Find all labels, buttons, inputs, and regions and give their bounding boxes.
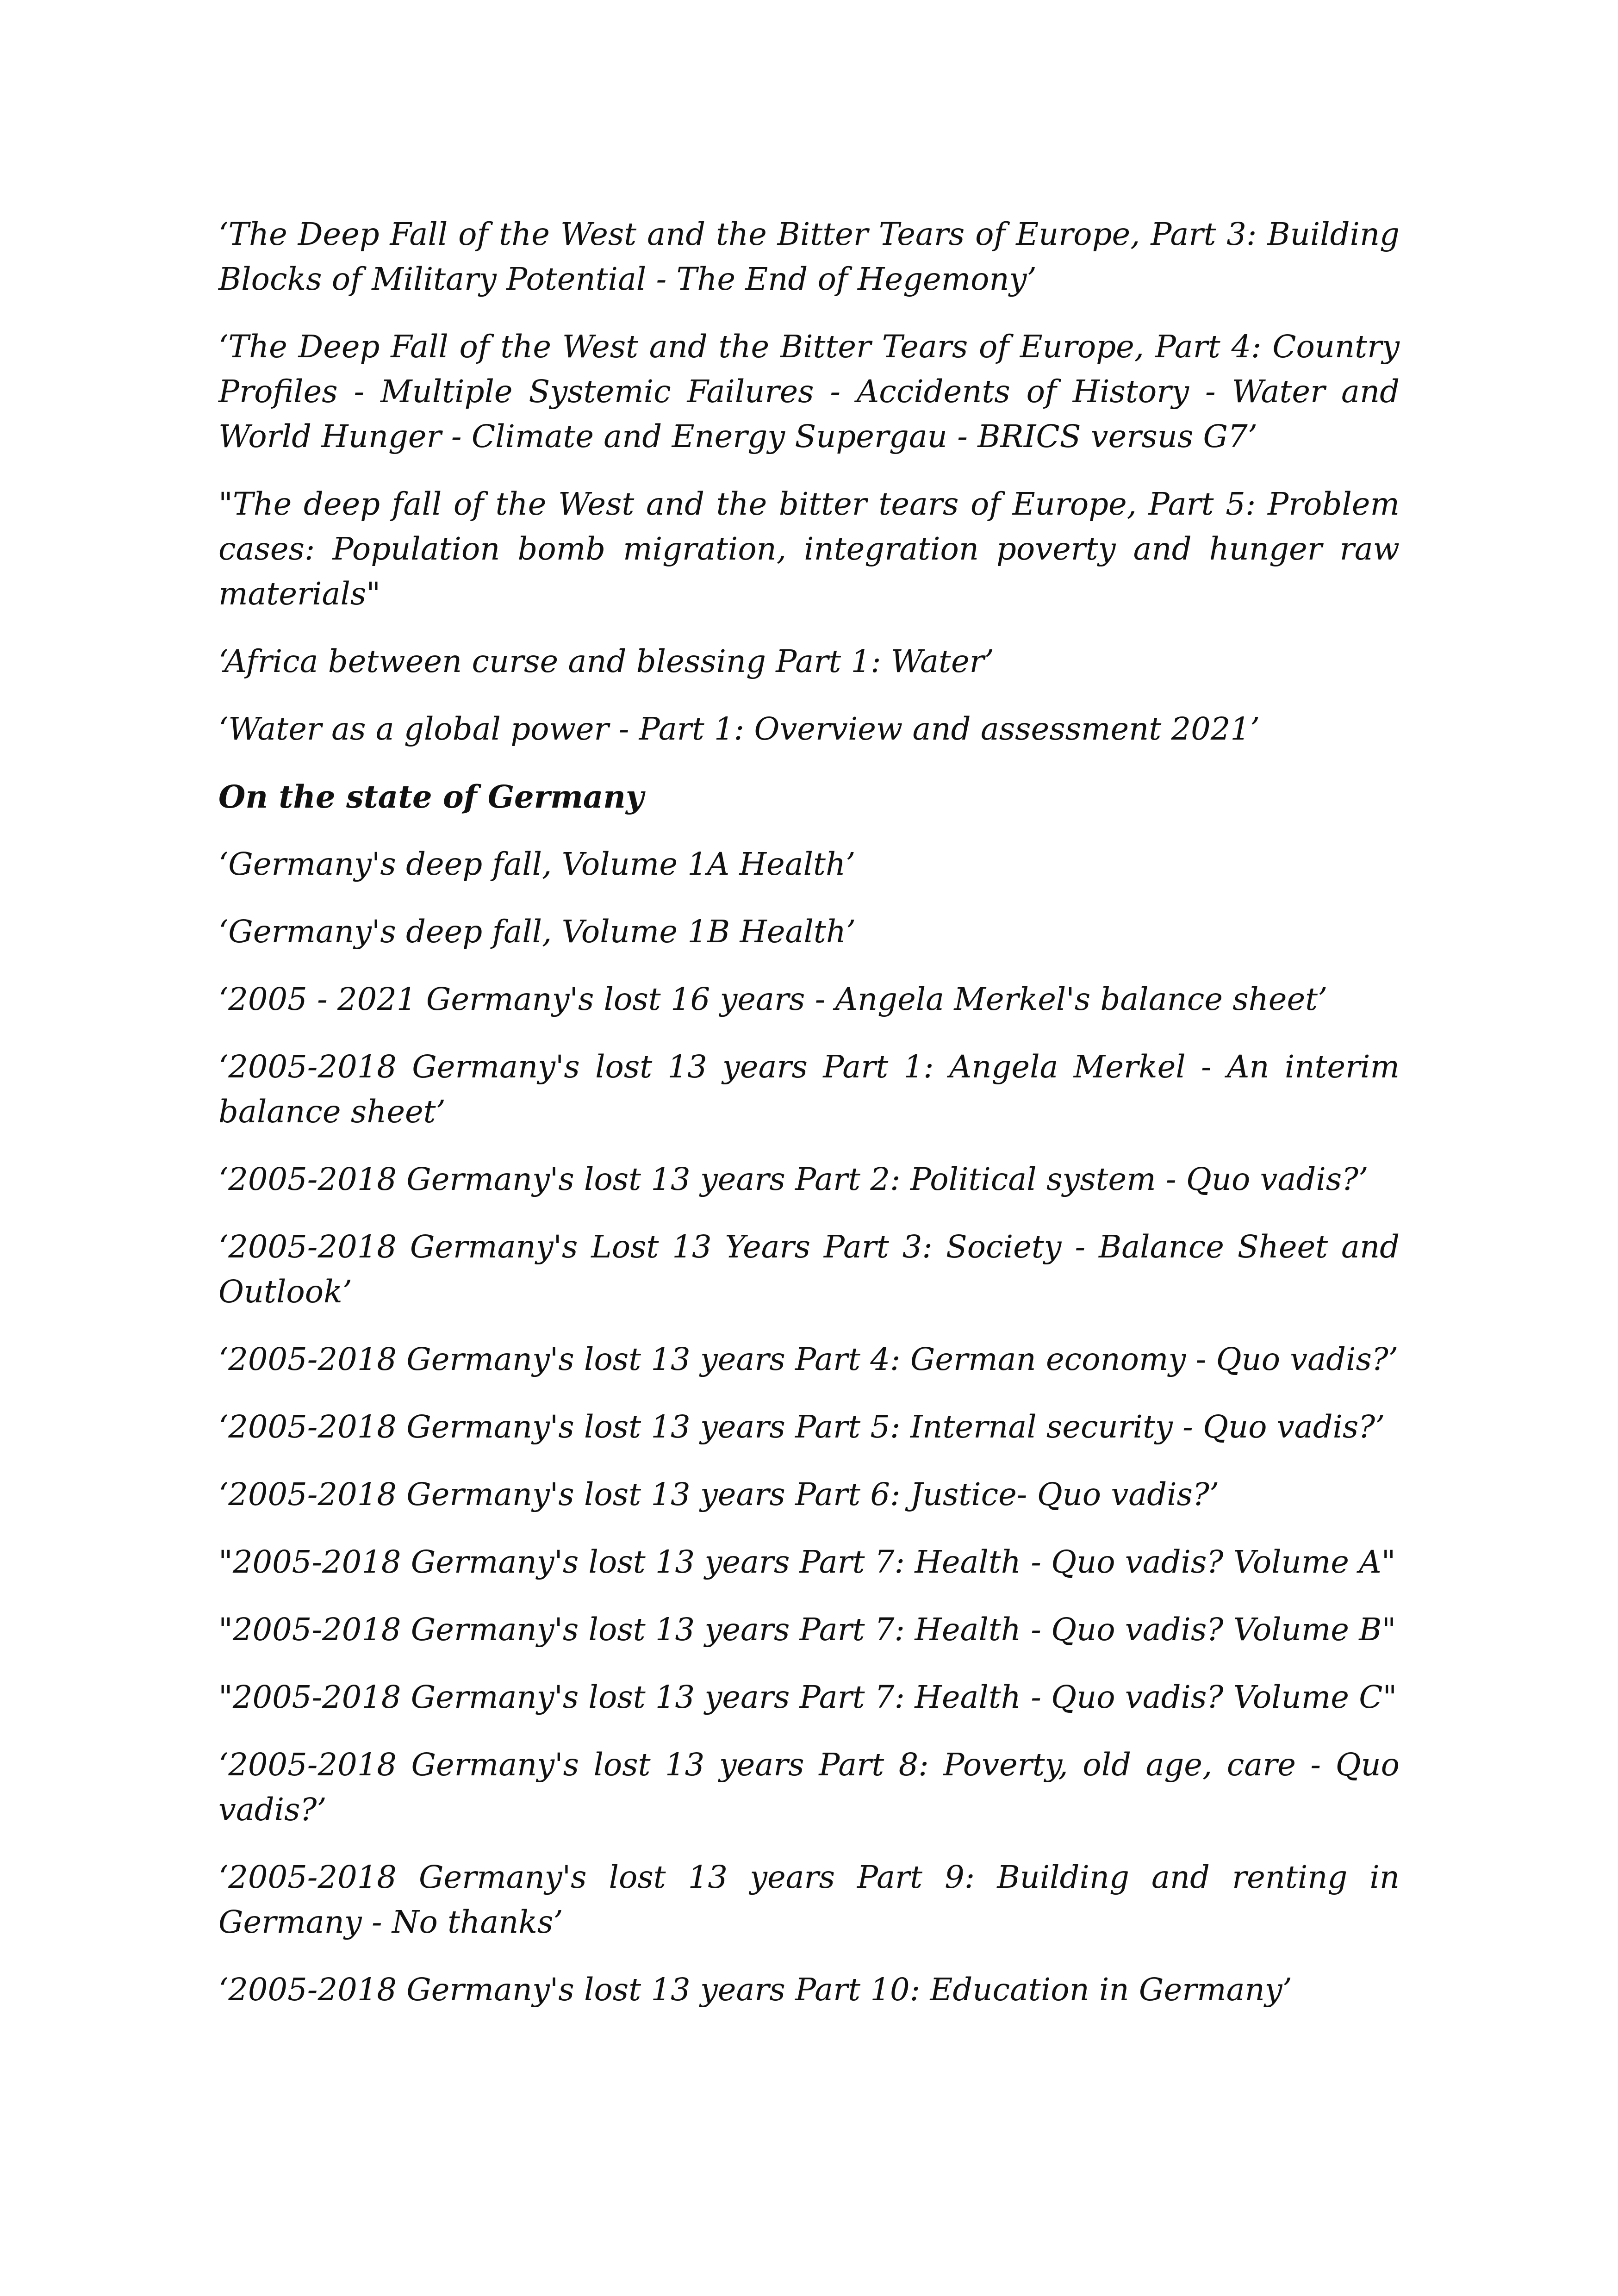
book-title-entry: ‘2005-2018 Germany's lost 13 years Part 2: Political system - Quo vadis?’ <box>218 1161 1369 1197</box>
book-title-entry: ‘2005-2018 Germany's lost 13 years Part 5: Internal security - Quo vadis?’ <box>218 1409 1385 1445</box>
section-heading: On the state of Germany <box>218 778 644 815</box>
book-title-entry: ‘2005-2018 Germany's lost 13 years Part 9: Building and renting in Germany - No thanks’ <box>218 1859 1400 1940</box>
book-title-entry: "2005-2018 Germany's lost 13 years Part 7: Health - Quo vadis? Volume C" <box>218 1679 1397 1715</box>
book-title-entry: ‘Water as a global power - Part 1: Overview and assessment 2021’ <box>218 711 1260 747</box>
book-title-entry: "2005-2018 Germany's lost 13 years Part 7: Health - Quo vadis? Volume B" <box>218 1612 1396 1648</box>
book-title-entry: ‘2005 - 2021 Germany's lost 16 years - Angela Merkel's balance sheet’ <box>218 981 1328 1017</box>
book-title-entry: ‘Germany's deep fall, Volume 1A Health’ <box>218 846 856 882</box>
book-title-entry: ‘2005-2018 Germany's lost 13 years Part 10: Education in Germany’ <box>218 1972 1292 2008</box>
document-page <box>218 212 1400 2035</box>
book-title-entry: ‘The Deep Fall of the West and the Bitter Tears of Europe, Part 4: Country Profiles - Multiple Systemic Failures - Accidents of History - Water and World Hunger - Climate and Energy Supergau - BRICS versus G7’ <box>218 329 1400 454</box>
book-title-entry: ‘2005-2018 Germany's lost 13 years Part 6: Justice- Quo vadis?’ <box>218 1476 1220 1512</box>
book-title-entry: ‘2005-2018 Germany's lost 13 years Part 1: Angela Merkel - An interim balance sheet’ <box>218 1049 1400 1130</box>
book-title-entry: ‘2005-2018 Germany's lost 13 years Part 4: German economy - Quo vadis?’ <box>218 1341 1399 1377</box>
book-title-entry: ‘2005-2018 Germany's Lost 13 Years Part 3: Society - Balance Sheet and Outlook’ <box>218 1229 1400 1310</box>
book-title-entry: ‘2005-2018 Germany's lost 13 years Part 8: Poverty, old age, care - Quo vadis?’ <box>218 1747 1400 1828</box>
book-title-entry: ‘The Deep Fall of the West and the Bitter Tears of Europe, Part 3: Building Blocks of Military Potential - The End of Hegemony’ <box>218 216 1400 297</box>
book-title-entry: ‘Africa between curse and blessing Part 1: Water’ <box>218 643 994 679</box>
book-title-entry: "2005-2018 Germany's lost 13 years Part 7: Health - Quo vadis? Volume A" <box>218 1544 1396 1580</box>
book-title-entry: "The deep fall of the West and the bitter tears of Europe, Part 5: Problem cases: Population bomb migration, integration poverty and hunger raw materials" <box>218 486 1400 612</box>
book-title-entry: ‘Germany's deep fall, Volume 1B Health’ <box>218 914 856 950</box>
